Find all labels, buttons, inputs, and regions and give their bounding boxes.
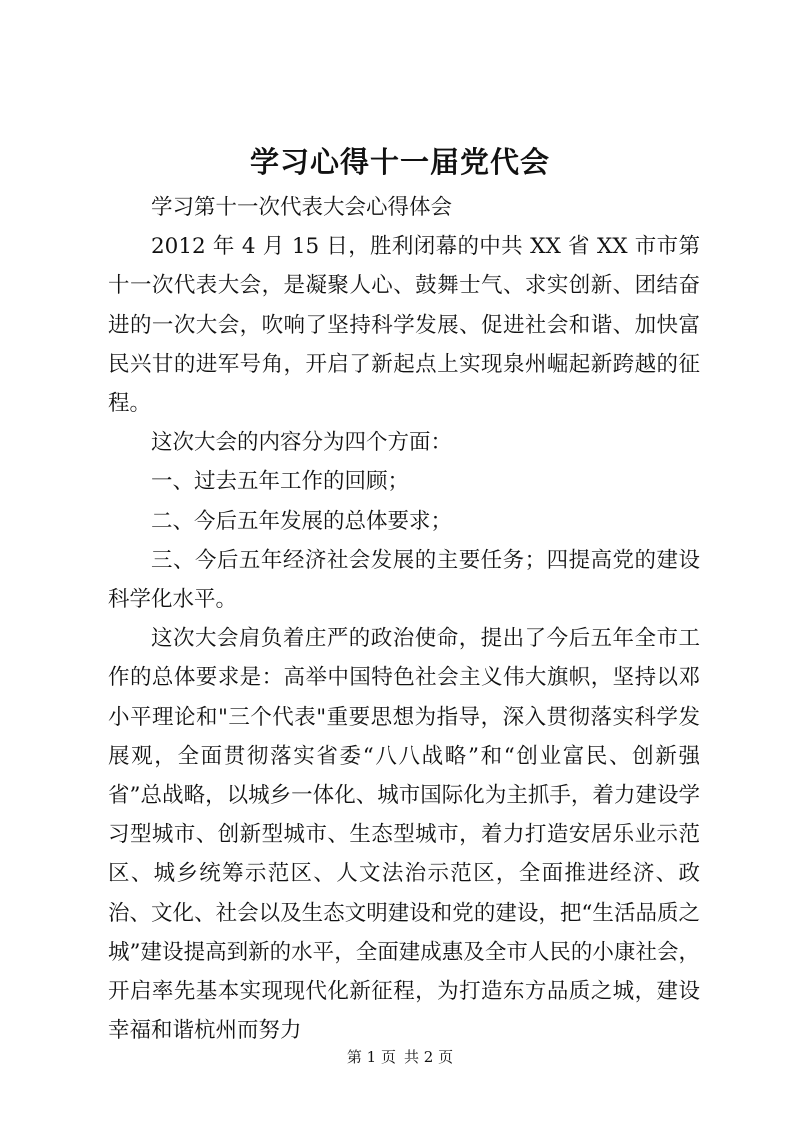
paragraph-item-2: 二、今后五年发展的总体要求；: [151, 508, 453, 534]
paragraph-subtitle: 学习第十一次代表大会心得体会: [151, 195, 453, 220]
document-title: 学习心得十一届党代会: [249, 145, 550, 179]
paragraph-intro: 2012 年 4 月 15 日，胜利闭幕的中共 XX 省 XX 市市第十一次代表大会，是凝聚人心、鼓舞士气、求实创新、团结奋进的一次大会，吹响了坚持科学发展、促进社会和谐、加快富民兴甘的进军号角，开启了新起点上实现泉州崛起新跨越的征程。: [108, 234, 700, 417]
page-footer: [0, 1047, 800, 1067]
document-body: [108, 188, 700, 1050]
paragraph-item-3: 三、今后五年经济社会发展的主要任务；四提高党的建设科学化水平。: [108, 547, 700, 613]
page-total: 共 2 页: [404, 1048, 454, 1066]
paragraph-item-1: 一、过去五年工作的回顾；: [151, 469, 410, 495]
paragraph-mission: 这次大会肩负着庄严的政治使命，提出了今后五年全市工作的总体要求是：高举中国特色社会主义伟大旗帜，坚持以邓小平理论和"三个代表"重要思想为指导，深入贯彻落实科学发展观，全面贯彻落实省委“八八战略”和“创业富民、创新强省”总战略，以城乡一体化、城市国际化为主抓手，着力建设学习型城市、创新型城市、生态型城市，着力打造安居乐业示范区、城乡统筹示范区、人文法治示范区，全面推进经济、政治、文化、社会以及生态文明建设和党的建设，把“生活品质之城”建设提高到新的水平，全面建成惠及全市人民的小康社会，开启率先基本实现现代化新征程，为打造东方品质之城，建设幸福和谐杭州而努力: [108, 626, 700, 1044]
page-number: 第 1 页: [346, 1048, 396, 1066]
paragraph-content-overview: 这次大会的内容分为四个方面：: [151, 430, 453, 456]
